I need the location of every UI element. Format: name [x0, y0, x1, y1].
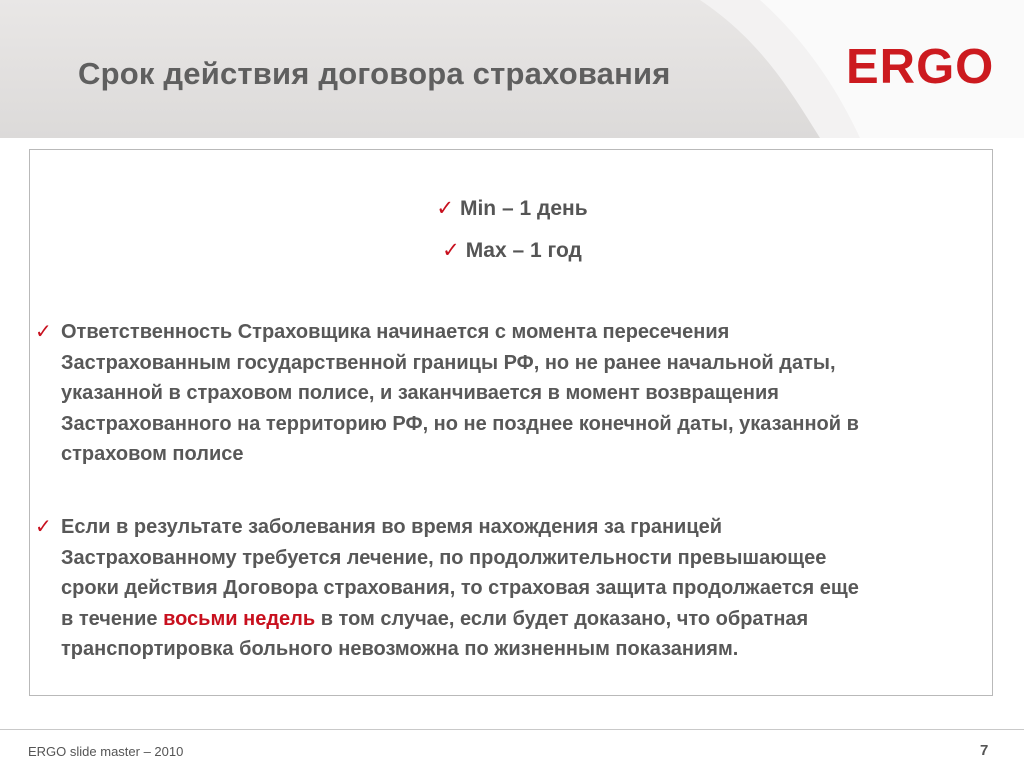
- min-term-label: Min – 1 день: [459, 197, 588, 220]
- paragraph-line: указанной в страховом полисе, и заканчивается в момент возвращения: [61, 382, 779, 404]
- footer-divider: [0, 729, 1024, 730]
- min-term-item: [0, 196, 1024, 221]
- paragraph-line: Застрахованным государственной границы РФ, но не ранее начальной даты,: [61, 351, 836, 374]
- check-mark-icon: ✓: [35, 516, 52, 538]
- paragraph-line: Застрахованному требуется лечение, по продолжительности превышающее: [61, 546, 827, 569]
- check-mark-icon: ✓: [442, 239, 460, 262]
- check-mark-icon: ✓: [35, 321, 52, 343]
- paragraph-line: Ответственность Страховщика начинается с момента пересечения: [61, 321, 730, 343]
- paragraph-line: Застрахованного на территорию РФ, но не позднее конечной даты, указанной в: [61, 412, 859, 435]
- max-term-item: [0, 238, 1024, 263]
- line-suffix: в том случае, если будет доказано, что обратная: [315, 607, 809, 630]
- check-mark-icon: ✓: [436, 197, 454, 220]
- slide-title: Срок действия договора страхования: [78, 56, 671, 91]
- footer-text: ERGO slide master – 2010: [28, 744, 184, 759]
- paragraph-line: Если в результате заболевания во время нахождения за границей: [61, 516, 723, 538]
- paragraph-line: [61, 604, 991, 635]
- paragraph-line: сроки действия Договора страхования, то страховая защита продолжается еще: [61, 577, 859, 599]
- liability-paragraph: [35, 317, 991, 470]
- paragraph-line: страховом полисе: [61, 443, 244, 465]
- paragraph-line: транспортировка больного невозможна по жизненным показаниям.: [61, 638, 739, 660]
- illness-paragraph: [35, 512, 991, 665]
- ergo-logo: ERGO: [846, 40, 995, 94]
- eight-weeks-highlight: восьми недель: [163, 607, 316, 630]
- page-number: 7: [980, 742, 989, 759]
- line-prefix: в течение: [61, 607, 164, 630]
- max-term-label: Max – 1 год: [465, 239, 582, 262]
